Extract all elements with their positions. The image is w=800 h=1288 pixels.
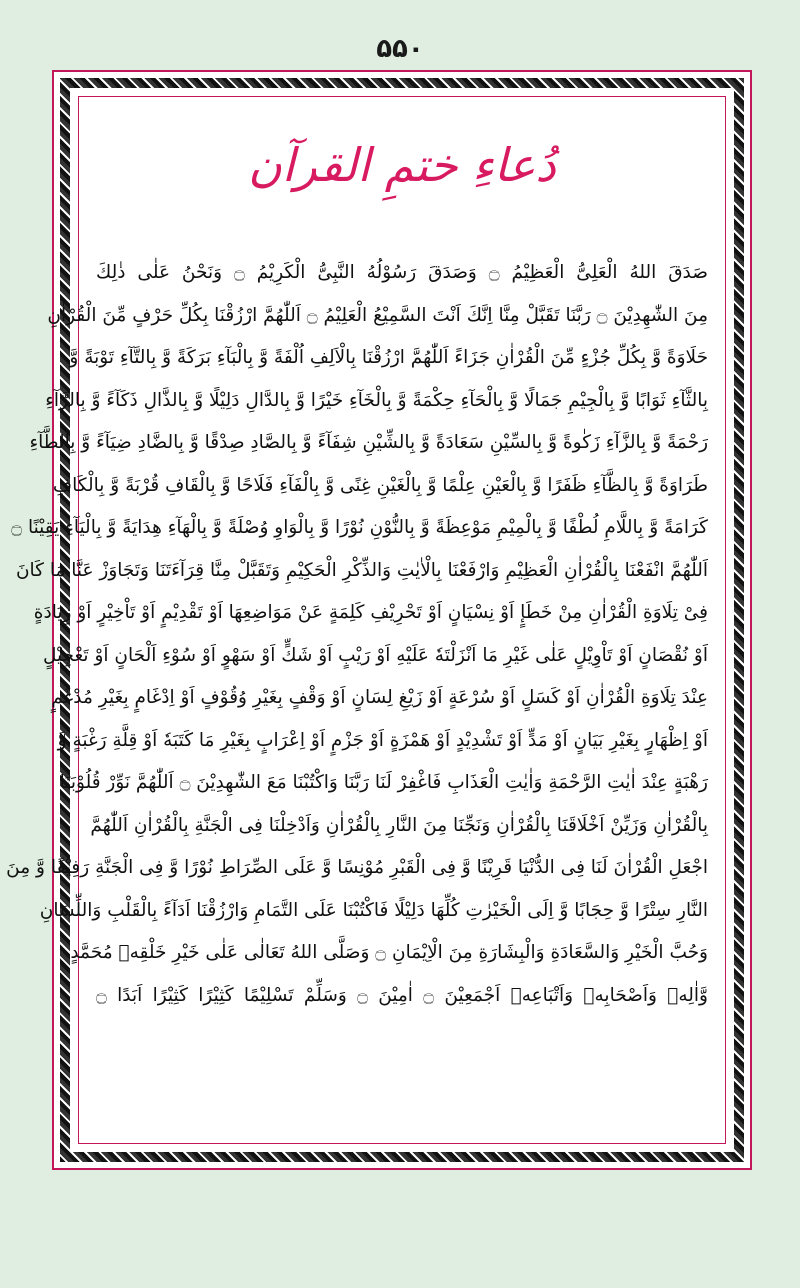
text-line-7: كَرَامَةً وَّ بِاللَّامِ لُطْفًا وَّ بِالْمِیْمِ مَوْعِظَةً وَّ بِالنُّوْنِ نُوْرًا وَّ بِالْوَاوِ وُصْلَةً وَّ بِالْهَآءِ هِدَایَةً وَّ بِالْیَآءِ یَقِیْنًا ۝: [11, 517, 708, 538]
text-line-14: بِالْقُرْاٰنِ وَزَیِّنْ اَخْلَاقَنَا بِالْقُرْاٰنِ وَنَجِّنَا مِنَ النَّارِ بِالْقُرْاٰنِ وَاَدْخِلْنَا فِی الْجَنَّةِ بِالْقُرْاٰنِ اَللّٰهُمَّ: [90, 814, 708, 836]
text-line-15: اجْعَلِ الْقُرْاٰنَ لَنَا فِی الدُّنْیَا قَرِیْنًا وَّ فِی الْقَبْرِ مُوْنِسًا وَّ عَلَی الصِّرَاطِ نُوْرًا وَّ فِی الْجَنَّةِ رَفِیْقًا وَّ مِنَ: [6, 857, 708, 878]
text-line-9: فِیْ تِلَاوَةِ الْقُرْاٰنِ مِنْ خَطَإٍ اَوْ نِسْیَانٍ اَوْ تَحْرِیْفِ كَلِمَةٍ عَنْ مَوَاضِعِهَا اَوْ تَقْدِیْمٍ اَوْ تَاْخِیْرٍ اَوْ زِیَادَةٍ: [33, 602, 708, 623]
page-title: دُعاءِ ختمِ القرآن: [248, 138, 556, 192]
text-line-10: اَوْ نُقْصَانٍ اَوْ تَاْوِیْلٍ عَلٰی غَیْرِ مَا اَنْزَلْتَهٗ عَلَیْهِ اَوْ رَیْبٍ اَوْ شَكٍّ اَوْ سَهْوٍ اَوْ سُوْءِ اَلْحَانٍ اَوْ تَعْجِیْلٍ: [42, 644, 708, 666]
text-line-13: رَهْبَةٍ عِنْدَ اٰیٰتِ الرَّحْمَةِ وَاٰیٰتِ الْعَذَابِ فَاغْفِرْ لَنَا رَبَّنَا وَاكْتُبْنَا مَعَ الشّٰهِدِیْنَ ۝ اَللّٰهُمَّ نَوِّرْ قُلُوْبَنَا: [59, 772, 708, 793]
text-line-5: رَحْمَةً وَّ بِالزَّآءِ زَكٰوةً وَّ بِالسِّیْنِ سَعَادَةً وَّ بِالشِّیْنِ شِفَآءً وَّ بِالصَّادِ صِدْقًا وَّ بِالضَّادِ ضِیَآءً وَّ بِالطَّآءِ: [29, 432, 708, 453]
text-line-1: صَدَقَ اللهُ الْعَلِیُّ الْعَظِیْمُ ۝ وَصَدَقَ رَسُوْلُهُ النَّبِیُّ الْكَرِیْمُ ۝ وَنَحْنُ عَلٰی ذٰلِكَ: [96, 262, 708, 283]
page-number: ۵۵۰: [376, 34, 424, 64]
text-line-3: حَلَاوَةً وَّ بِكُلِّ جُزْءٍ مِّنَ الْقُرْاٰنِ جَزَاءً اَللّٰهُمَّ ارْزُقْنَا بِالْاَلِفِ اُلْفَةً وَّ بِالْبَآءِ بَرَكَةً وَّ بِالتَّآءِ تَوْبَةً وَّ: [69, 347, 708, 368]
text-line-18: وَّاٰلِهٖ وَاَصْحَابِهٖ وَاَتْبَاعِهٖ اَجْمَعِیْنَ ۝ اٰمِیْنَ ۝ وَسَلِّمْ تَسْلِیْمًا كَثِیْرًا كَثِیْرًا اَبَدًا ۝: [96, 984, 708, 1006]
text-line-6: طَرَاوَةً وَّ بِالظَّآءِ ظَفَرًا وَّ بِالْعَیْنِ عِلْمًا وَّ بِالْغَیْنِ غِنًی وَّ بِالْفَآءِ فَلَاحًا وَّ بِالْقَافِ قُرْبَةً وَّ بِالْكَافِ: [52, 474, 708, 496]
text-line-11: عِنْدَ تِلَاوَةِ الْقُرْاٰنِ اَوْ كَسَلٍ اَوْ سُرْعَةٍ اَوْ زَیْغِ لِسَانٍ اَوْ وَقْفٍ بِغَیْرِ وُقُوْفٍ اَوْ اِدْغَامٍ بِغَیْرِ مُدْغَمٍ: [51, 687, 708, 708]
text-line-2: مِنَ الشّٰهِدِیْنَ ۝ رَبَّنَا تَقَبَّلْ مِنَّا اِنَّكَ اَنْتَ السَّمِیْعُ الْعَلِیْمُ ۝ اَللّٰهُمَّ ارْزُقْنَا بِكُلِّ حَرْفٍ مِّنَ الْقُرْاٰنِ: [47, 304, 708, 326]
dua-text: [6, 252, 708, 1017]
text-line-16: النَّارِ سِتْرًا وَّ حِجَابًا وَّ اِلَی الْخَیْرٰتِ كُلِّهَا دَلِیْلًا فَاكْتُبْنَا عَلَی التَّمَامِ وَارْزُقْنَا اَدَآءً بِالْقَلْبِ وَاللِّسَانِ: [39, 899, 708, 921]
text-line-4: بِالثَّآءِ ثَوَابًا وَّ بِالْجِیْمِ جَمَالًا وَّ بِالْحَآءِ حِكْمَةً وَّ بِالْخَآءِ خَیْرًا وَّ بِالدَّالِ دَلِیْلًا وَّ بِالذَّالِ ذَكَآءً وَّ بِالرَّآءِ: [45, 389, 708, 411]
text-line-17: وَحُبَّ الْخَیْرِ وَالسَّعَادَةِ وَالْبِشَارَةِ مِنَ الْاِیْمَانِ ۝ وَصَلَّی اللهُ تَعَالٰی عَلٰی خَیْرِ خَلْقِهٖ مُحَمَّدٍ: [70, 942, 708, 963]
text-line-8: اَللّٰهُمَّ انْفَعْنَا بِالْقُرْاٰنِ الْعَظِیْمِ وَارْفَعْنَا بِالْاٰیٰتِ وَالذِّكْرِ الْحَكِیْمِ وَتَقَبَّلْ مِنَّا قِرَآءَتَنَا وَتَجَاوَزْ عَنَّا مَا كَانَ: [15, 559, 708, 581]
text-line-12: اَوْ اِظْهَارٍ بِغَیْرِ بَیَانٍ اَوْ مَدٍّ اَوْ تَشْدِیْدٍ اَوْ هَمْزَةٍ اَوْ جَزْمٍ اَوْ اِعْرَابٍ بِغَیْرِ مَا كَتَبَهٗ اَوْ قِلَّةِ رَغْبَةٍ وَّ: [57, 729, 708, 751]
